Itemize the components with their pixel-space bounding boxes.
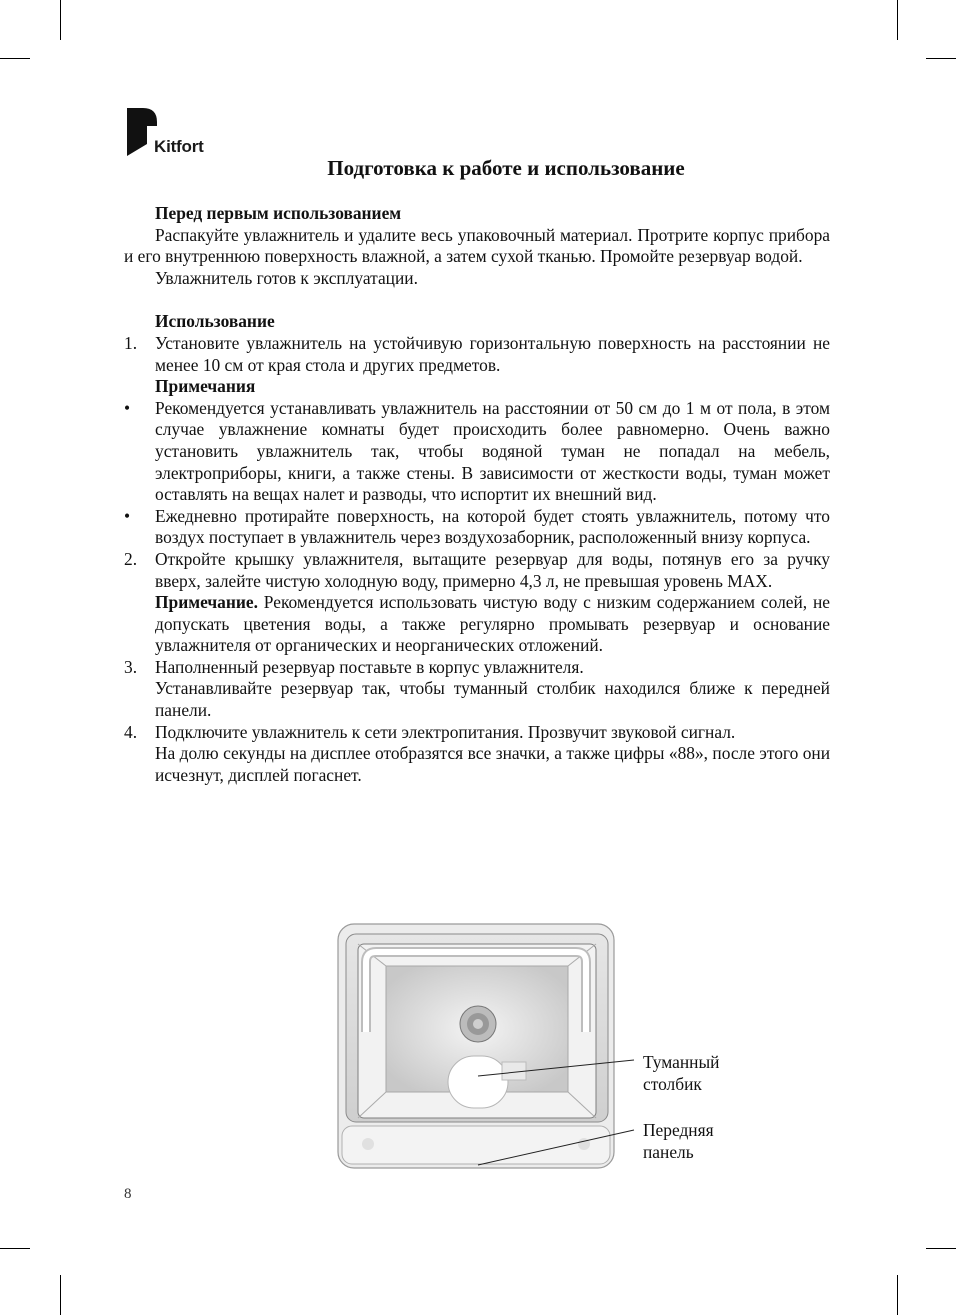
crop-mark [897,0,898,40]
crop-mark [926,58,956,59]
list-item [124,506,830,549]
section-heading: Перед первым использованием [155,203,402,223]
list-item-text: Рекомендуется устанавливать увлажнитель на расстоянии от 50 см до 1 м от пола, в этом случае увлажнение комнаты будет происходить более равномерно. Очень важно установить увлажнитель так, чтобы водяной туман не попадал на мебель, электроприборы, книги, а также стены. В зависимости от жесткости воды, туман может оставлять на вещах налет и разводы, что испортит их внешний вид. [155,397,830,505]
crop-mark [60,1275,61,1315]
crop-mark [60,0,61,40]
list-item [124,657,830,679]
paragraph: Увлажнитель готов к эксплуатации. [155,267,418,288]
list-item-text: Наполненный резервуар поставьте в корпус увлажнителя. [155,656,584,677]
list-item-text: Откройте крышку увлажнителя, вытащите резервуар для воды, потянув его за ручку вверх, залейте чистую холодную воду, примерно 4,3 л, не превышая уровень MAX. [155,548,830,591]
paragraph: Устанавливайте резервуар так, чтобы туманный столбик находился ближе к передней панели. [155,678,830,721]
list-marker: 4. [124,721,138,742]
callout-front-panel [643,1120,714,1163]
list-item-text: Ежедневно протирайте поверхность, на которой будет стоять увлажнитель, потому что воздух поступает в увлажнитель через воздухозаборник, расположенный внизу корпуса. [155,505,830,548]
list-item-text: Подключите увлажнитель к сети электропитания. Прозвучит звуковой сигнал. [155,721,736,742]
list-item [124,549,830,592]
crop-mark [926,1248,956,1249]
callout-text: Передняя [643,1120,714,1140]
section-heading: Использование [155,311,275,332]
bullet-marker: • [124,397,131,418]
notes-heading: Примечания [155,376,256,397]
list-item [124,398,830,506]
callout-mist-column [643,1052,719,1095]
list-marker: 3. [124,656,138,677]
page-title: Подготовка к работе и использование [327,156,685,180]
document-body [124,203,830,786]
bullet-marker: • [124,505,131,526]
note [124,592,830,657]
note-label: Примечание. [155,592,258,613]
paragraph: На долю секунды на дисплее отобразятся все значки, а также цифры «88», после этого они исчезнут, дисплей погаснет. [155,743,830,785]
page-number: 8 [124,1186,132,1202]
callout-text: Туманный [643,1052,720,1072]
crop-mark [897,1275,898,1315]
note-text: Рекомендуется использовать чистую воду с низким содержанием солей, не допускать цветения воды, а также регулярно промывать резервуар и основание увлажнителя от органических и неорганических отложений. [155,592,830,656]
brand-name: Kitfort [154,137,204,156]
crop-mark [0,58,30,59]
list-item [124,722,830,744]
paragraph: Распакуйте увлажнитель и удалите весь упаковочный материал. Протрите корпус прибора и его внутреннюю поверхность влажной, а затем сухой тканью. Промойте резервуар водой. [124,224,830,267]
list-item [124,333,830,376]
humidifier-photo [336,922,616,1170]
list-marker: 2. [124,548,138,569]
list-marker: 1. [124,332,138,353]
list-item-text: Установите увлажнитель на устойчивую горизонтальную поверхность на расстоянии не менее 10 см от края стола и других предметов. [155,332,830,375]
callout-text: панель [643,1141,694,1162]
crop-mark [0,1248,30,1249]
callout-text: столбик [643,1073,702,1094]
